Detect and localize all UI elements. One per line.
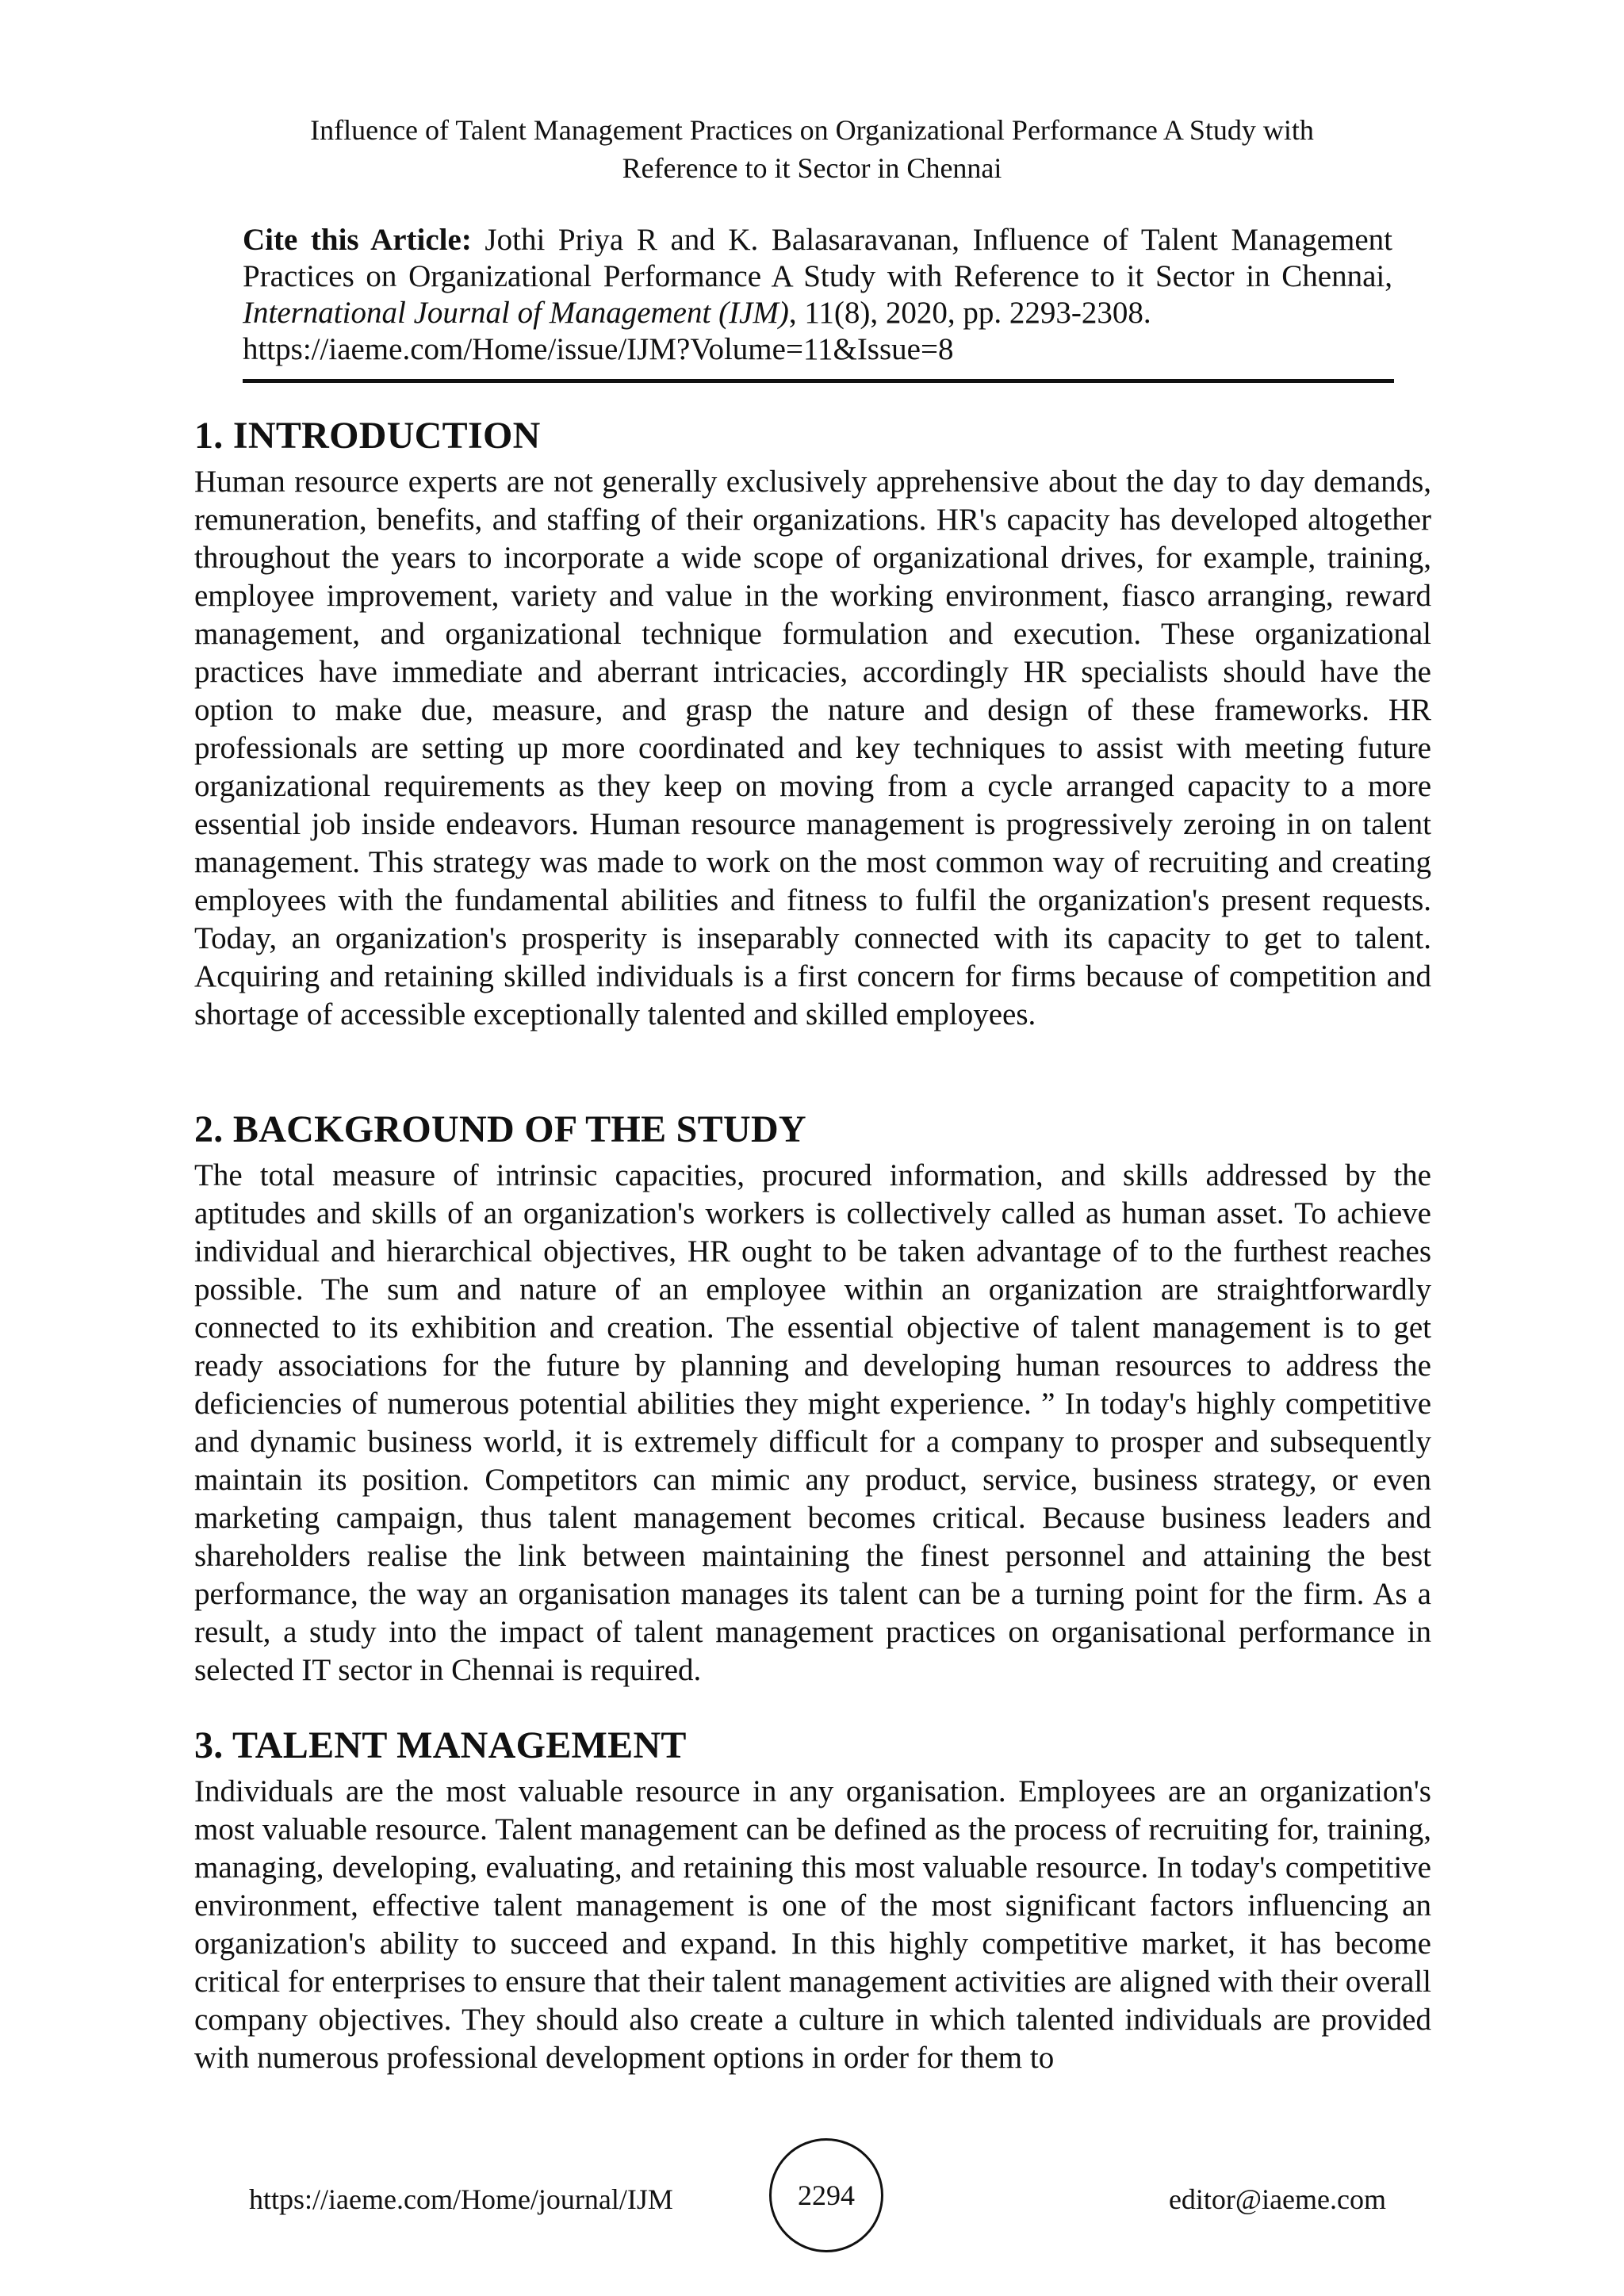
citation-url[interactable]: https://iaeme.com/Home/issue/IJM?Volume=11&Issue=8 xyxy=(243,332,954,366)
section-talent-management xyxy=(194,1724,1431,2077)
section-introduction xyxy=(194,414,1431,1034)
footer-email[interactable]: editor@iaeme.com xyxy=(1168,2183,1386,2215)
section-paragraph: The total measure of intrinsic capacities, procured information, and skills addressed by the aptitudes and skills of an organization's workers is collectively called as human asset. To achieve individual and hierarchical objectives, HR ought to be taken advantage of to the furthest reaches possible. The sum and nature of an employee within an organization are straightforwardly connected to its exhibition and creation. The essential objective of talent management is to get ready associations for the future by planning and developing human resources to address the deficiencies of numerous potential abilities they might experience. ” In today's highly competitive and dynamic business world, it is extremely difficult for a company to prosper and subsequently maintain its position. Competitors can mimic any product, service, business strategy, or even marketing campaign, thus talent management becomes critical. Because business leaders and shareholders realise the link between maintaining the finest personnel and attaining the best performance, the way an organisation manages its talent can be a turning point for the firm. As a result, a study into the impact of talent management practices on organisational performance in selected IT sector in Chennai is required. xyxy=(194,1158,1431,1687)
citation-journal: International Journal of Management (IJM) xyxy=(243,296,789,330)
running-header-line-1: Influence of Talent Management Practices on Organizational Performance A Study with xyxy=(310,114,1314,146)
section-heading: 1. INTRODUCTION xyxy=(194,415,541,457)
citation-details: , 11(8), 2020, pp. 2293-2308. xyxy=(788,296,1151,330)
page-number: 2294 xyxy=(798,2179,855,2211)
section-paragraph: Individuals are the most valuable resource in any organisation. Employees are an organization's most valuable resource. Talent management can be defined as the process of recruiting for, training, managing, developing, evaluating, and retaining this most valuable resource. In today's competitive environment, effective talent management is one of the most significant factors influencing an organization's ability to succeed and expand. In this highly competitive market, it has become critical for enterprises to ensure that their talent management activities are aligned with their overall company objectives. They should also create a culture in which talented individuals are provided with numerous professional development options in order for them to xyxy=(194,1774,1431,2075)
section-background xyxy=(194,1108,1431,1689)
citation-block xyxy=(243,222,1392,368)
citation-divider xyxy=(243,379,1394,383)
footer-journal-url[interactable]: https://iaeme.com/Home/journal/IJM xyxy=(249,2183,673,2215)
section-heading: 3. TALENT MANAGEMENT xyxy=(194,1724,687,1766)
citation-authors-title: Jothi Priya R and K. Balasaravanan, Influence of Talent Management Practices on Organizational Performance A Study with Reference to it Sector in Chennai, xyxy=(243,223,1392,293)
section-paragraph: Human resource experts are not generally exclusively apprehensive about the day to day demands, remuneration, benefits, and staffing of their organizations. HR's capacity has developed altogether throughout the years to incorporate a wide scope of organizational drives, for example, training, employee improvement, variety and value in the working environment, fiasco arranging, reward management, and organizational technique formulation and execution. These organizational practices have immediate and aberrant intricacies, accordingly HR specialists should have the option to make due, measure, and grasp the nature and design of these frameworks. HR professionals are setting up more coordinated and key techniques to assist with meeting future organizational requirements as they keep on moving from a cycle arranged capacity to a more essential job inside endeavors. Human resource management is progressively zeroing in on talent management. This strategy was made to work on the most common way of recruiting and creating employees with the fundamental abilities and fitness to fulfil the organization's present requests. Today, an organization's prosperity is inseparably connected with its capacity to get to talent. Acquiring and retaining skilled individuals is a first concern for firms because of competition and shortage of accessible exceptionally talented and skilled employees. xyxy=(194,465,1431,1031)
section-heading: 2. BACKGROUND OF THE STUDY xyxy=(194,1108,806,1150)
running-header-line-2: Reference to it Sector in Chennai xyxy=(622,152,1002,184)
citation-label: Cite this Article: xyxy=(243,223,472,257)
running-header xyxy=(238,111,1386,187)
page-number-badge xyxy=(769,2138,883,2252)
